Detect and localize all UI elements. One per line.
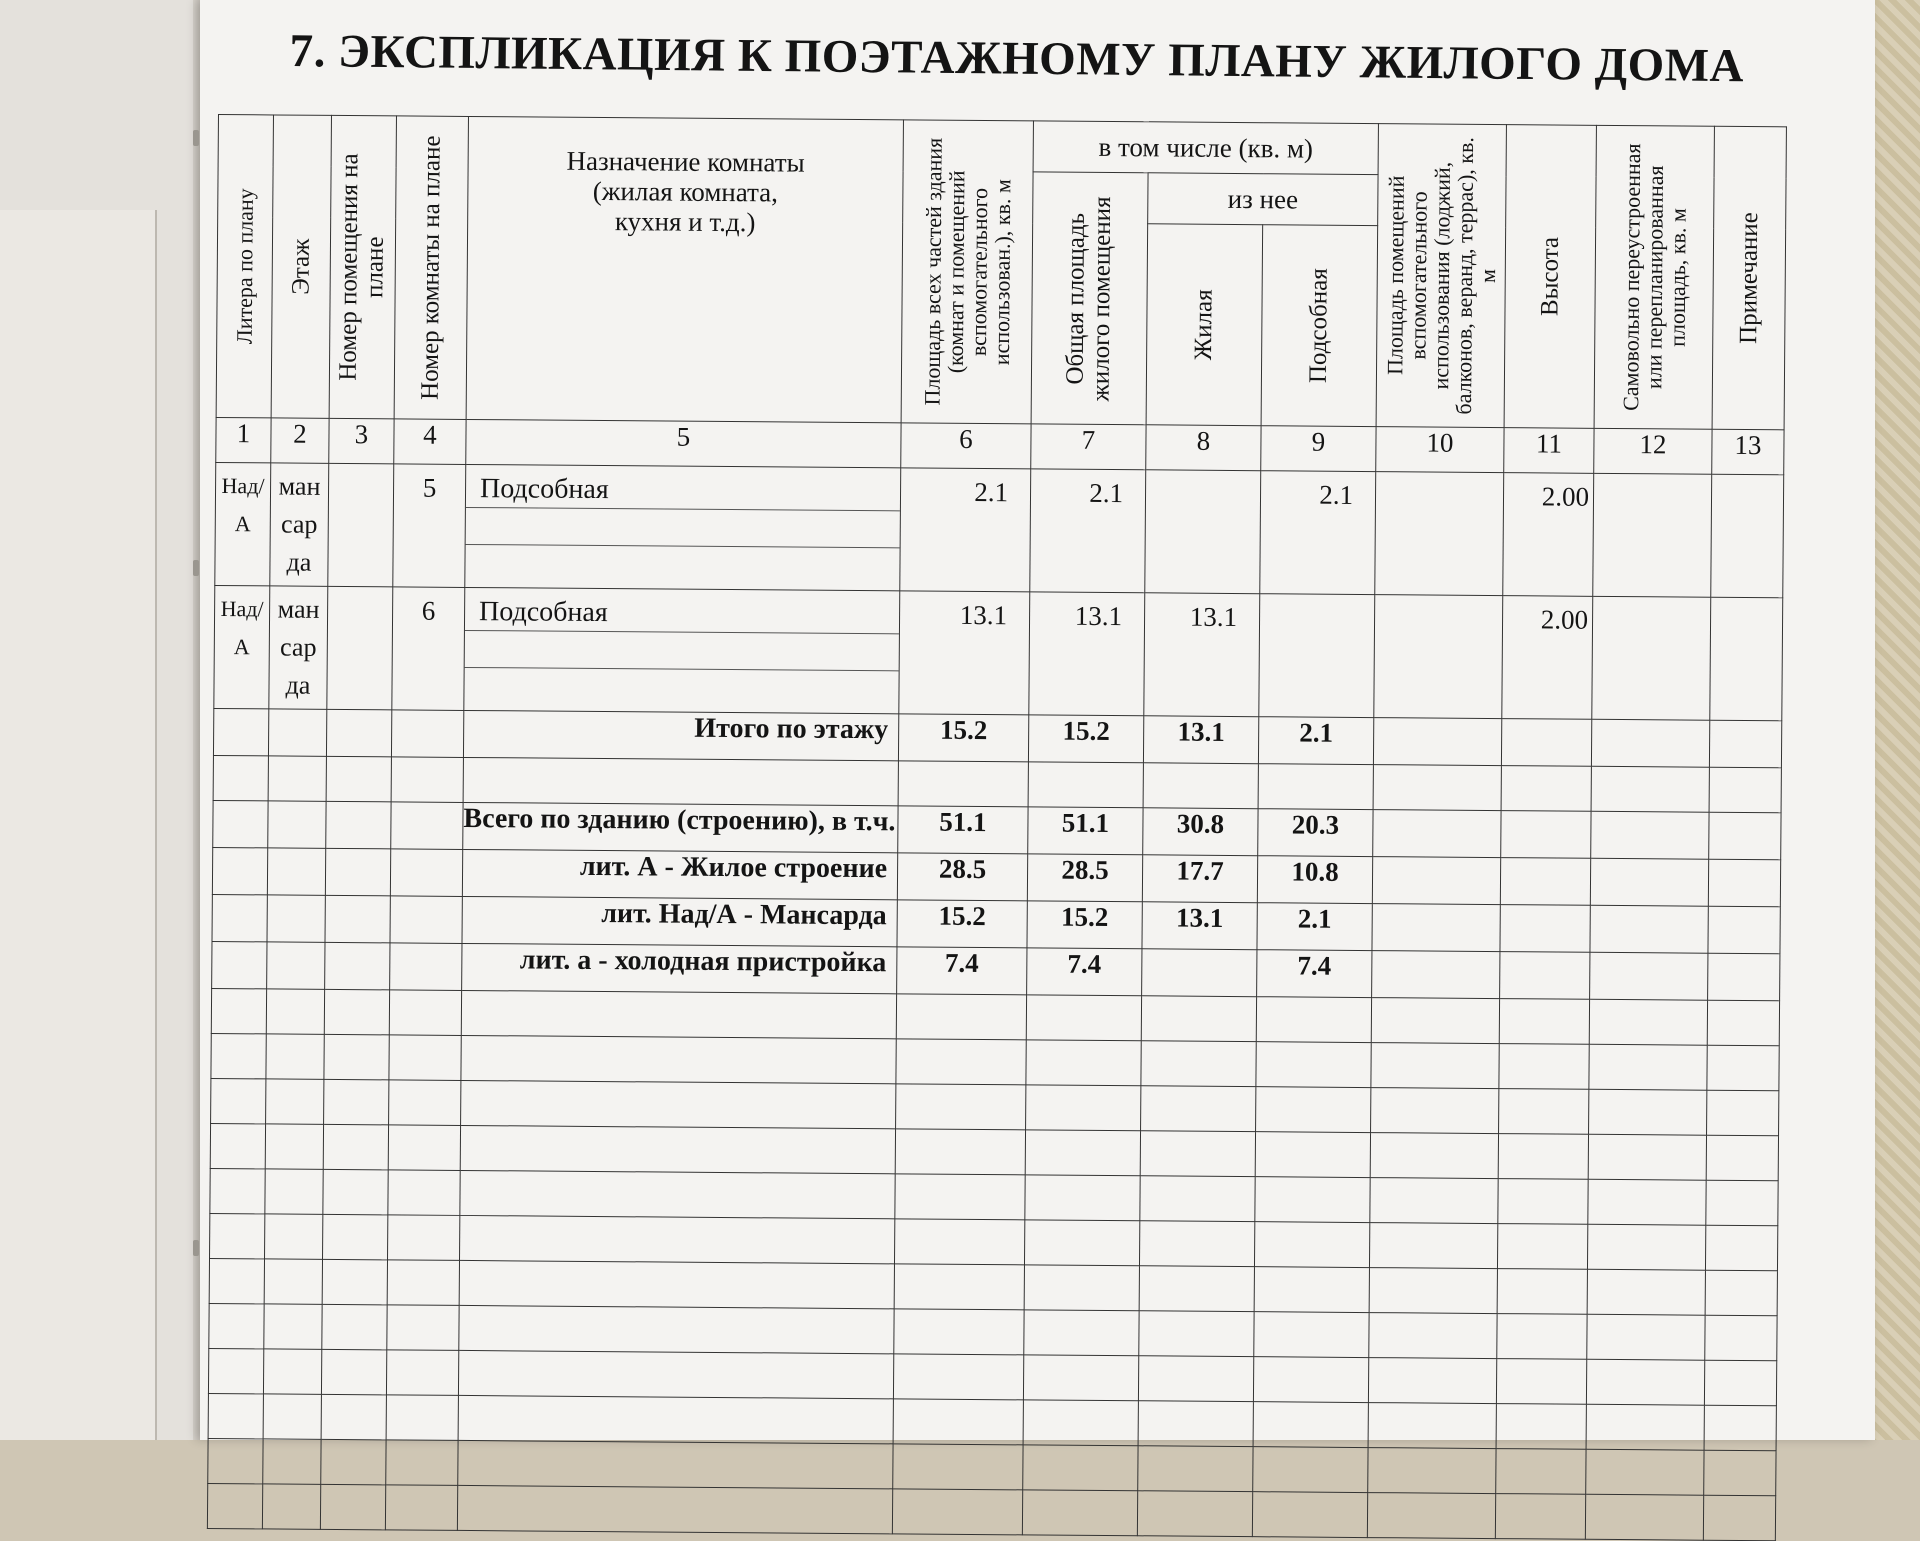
staple-mark — [193, 1240, 199, 1256]
cell-zhilaya: 13.1 — [1144, 593, 1260, 717]
building-total-c6: 28.5 — [897, 853, 1027, 901]
cell-vspomog — [1374, 595, 1503, 719]
floor-total-c7: 15.2 — [1028, 715, 1143, 763]
header-litera: Литера по плану — [216, 115, 273, 418]
room-purpose: Подсобная — [466, 465, 900, 511]
cell-pomeshchenie — [328, 463, 394, 587]
floor-total-label: Итого по этажу — [463, 710, 898, 760]
column-number: 10 — [1376, 427, 1504, 473]
building-total-c9: 7.4 — [1257, 950, 1372, 998]
column-number: 11 — [1504, 428, 1594, 474]
cell-obshchaya: 2.1 — [1030, 469, 1146, 593]
building-total-c8: 13.1 — [1142, 902, 1257, 950]
cell-naznachenie — [464, 587, 900, 713]
left-inner-card — [0, 210, 157, 1440]
header-vysota: Высота — [1504, 125, 1596, 429]
cell-zhilaya — [1145, 470, 1261, 594]
building-total-c7: 15.2 — [1027, 901, 1142, 949]
building-total-c9: 20.3 — [1258, 809, 1373, 857]
cell-vysota: 2.00 — [1502, 596, 1593, 720]
table-row — [214, 585, 1783, 720]
building-total-c8: 17.7 — [1142, 855, 1257, 903]
column-number: 7 — [1031, 424, 1146, 470]
header-zhilaya: Жилая — [1146, 224, 1263, 426]
cell-pomeshchenie — [327, 586, 393, 710]
header-komnata: Номер комнаты на плане — [394, 116, 468, 420]
column-number: 5 — [466, 419, 901, 467]
building-total-c6: 7.4 — [897, 947, 1027, 995]
column-number: 12 — [1594, 428, 1712, 474]
header-group-of: из нее — [1148, 173, 1378, 226]
building-total-c7: 28.5 — [1027, 854, 1142, 902]
cell-litera: Над/А — [214, 585, 270, 708]
column-number: 6 — [901, 423, 1031, 469]
floor-total-c8: 13.1 — [1143, 716, 1258, 764]
header-row — [218, 115, 1786, 178]
header-obshchaya: Общая площадь жилого помещения — [1031, 172, 1148, 425]
column-number: 8 — [1146, 425, 1261, 471]
cell-vspomog — [1375, 472, 1504, 596]
header-pomeshchenie: Номер помещения на плане — [329, 115, 396, 419]
cell-podsobnaya — [1259, 594, 1375, 718]
column-number: 4 — [394, 419, 466, 465]
cell-samovolno — [1593, 473, 1712, 597]
cell-litera: Над/А — [215, 462, 271, 585]
building-total-c9: 2.1 — [1257, 903, 1372, 951]
building-total-c8 — [1142, 949, 1257, 997]
column-number: 2 — [271, 418, 329, 463]
explication-table — [207, 114, 1787, 1541]
floor-total-c9: 2.1 — [1258, 717, 1373, 765]
cell-komnata: 6 — [392, 587, 465, 711]
left-booklet-page — [0, 0, 205, 1440]
building-total-c7: 51.1 — [1028, 807, 1143, 855]
cell-etazh: ман сар да — [269, 586, 328, 709]
cell-naznachenie — [465, 464, 901, 590]
staple-mark — [193, 130, 199, 146]
header-etazh: Этаж — [271, 115, 331, 418]
building-total-c9: 10.8 — [1257, 856, 1372, 904]
header-vspomog: Площадь помещений вспомогательного использования (лоджий, балконов, веранд, террас), кв. м — [1376, 124, 1506, 428]
header-primechanie: Примечание — [1712, 126, 1786, 430]
building-total-label: лит. Над/А - Мансарда — [462, 896, 897, 946]
header-samovolno: Самовольно переустроенная или перепланированная площадь, кв. м — [1594, 125, 1714, 429]
header-naznachenie: Назначение комнаты (жилая комната, кухня и т.д.) — [466, 116, 903, 422]
cell-samovolno — [1592, 596, 1711, 720]
building-total-label: лит. а - холодная пристройка — [462, 943, 897, 993]
cell-ploshchad-vseh: 2.1 — [900, 468, 1031, 592]
building-total-c6: 51.1 — [898, 806, 1028, 854]
column-number: 9 — [1261, 426, 1376, 472]
cell-komnata: 5 — [393, 464, 466, 588]
floor-total-c6: 15.2 — [898, 714, 1028, 762]
column-number: 1 — [216, 417, 271, 462]
cell-obshchaya: 13.1 — [1029, 592, 1145, 716]
building-total-c6: 15.2 — [897, 900, 1027, 948]
cell-etazh: ман сар да — [270, 463, 329, 586]
column-number: 3 — [329, 418, 394, 464]
building-total-label: Всего по зданию (строению), в т.ч. — [463, 802, 898, 852]
cell-podsobnaya: 2.1 — [1260, 471, 1376, 595]
cell-ploshchad-vseh: 13.1 — [899, 591, 1030, 715]
cell-primechanie — [1711, 474, 1784, 598]
cell-vysota: 2.00 — [1503, 473, 1594, 597]
page-title: 7. ЭКСПЛИКАЦИЯ К ПОЭТАЖНОМУ ПЛАНУ ЖИЛОГО ДОМА — [289, 24, 1745, 93]
room-purpose: Подсобная — [465, 588, 899, 634]
staple-mark — [193, 560, 199, 576]
header-ploshchad-vseh: Площадь всех частей здания (комнат и помещений вспомогательного использован.), кв. м — [901, 120, 1033, 424]
building-total-c8: 30.8 — [1143, 808, 1258, 856]
table-row — [215, 462, 1784, 597]
header-group-incl: в том числе (кв. м) — [1033, 121, 1378, 175]
building-total-label: лит. А - Жилое строение — [462, 849, 897, 899]
column-number: 13 — [1712, 429, 1784, 475]
cell-primechanie — [1710, 597, 1783, 721]
header-podsobnaya: Подсобная — [1261, 225, 1378, 427]
building-total-c7: 7.4 — [1027, 948, 1142, 996]
